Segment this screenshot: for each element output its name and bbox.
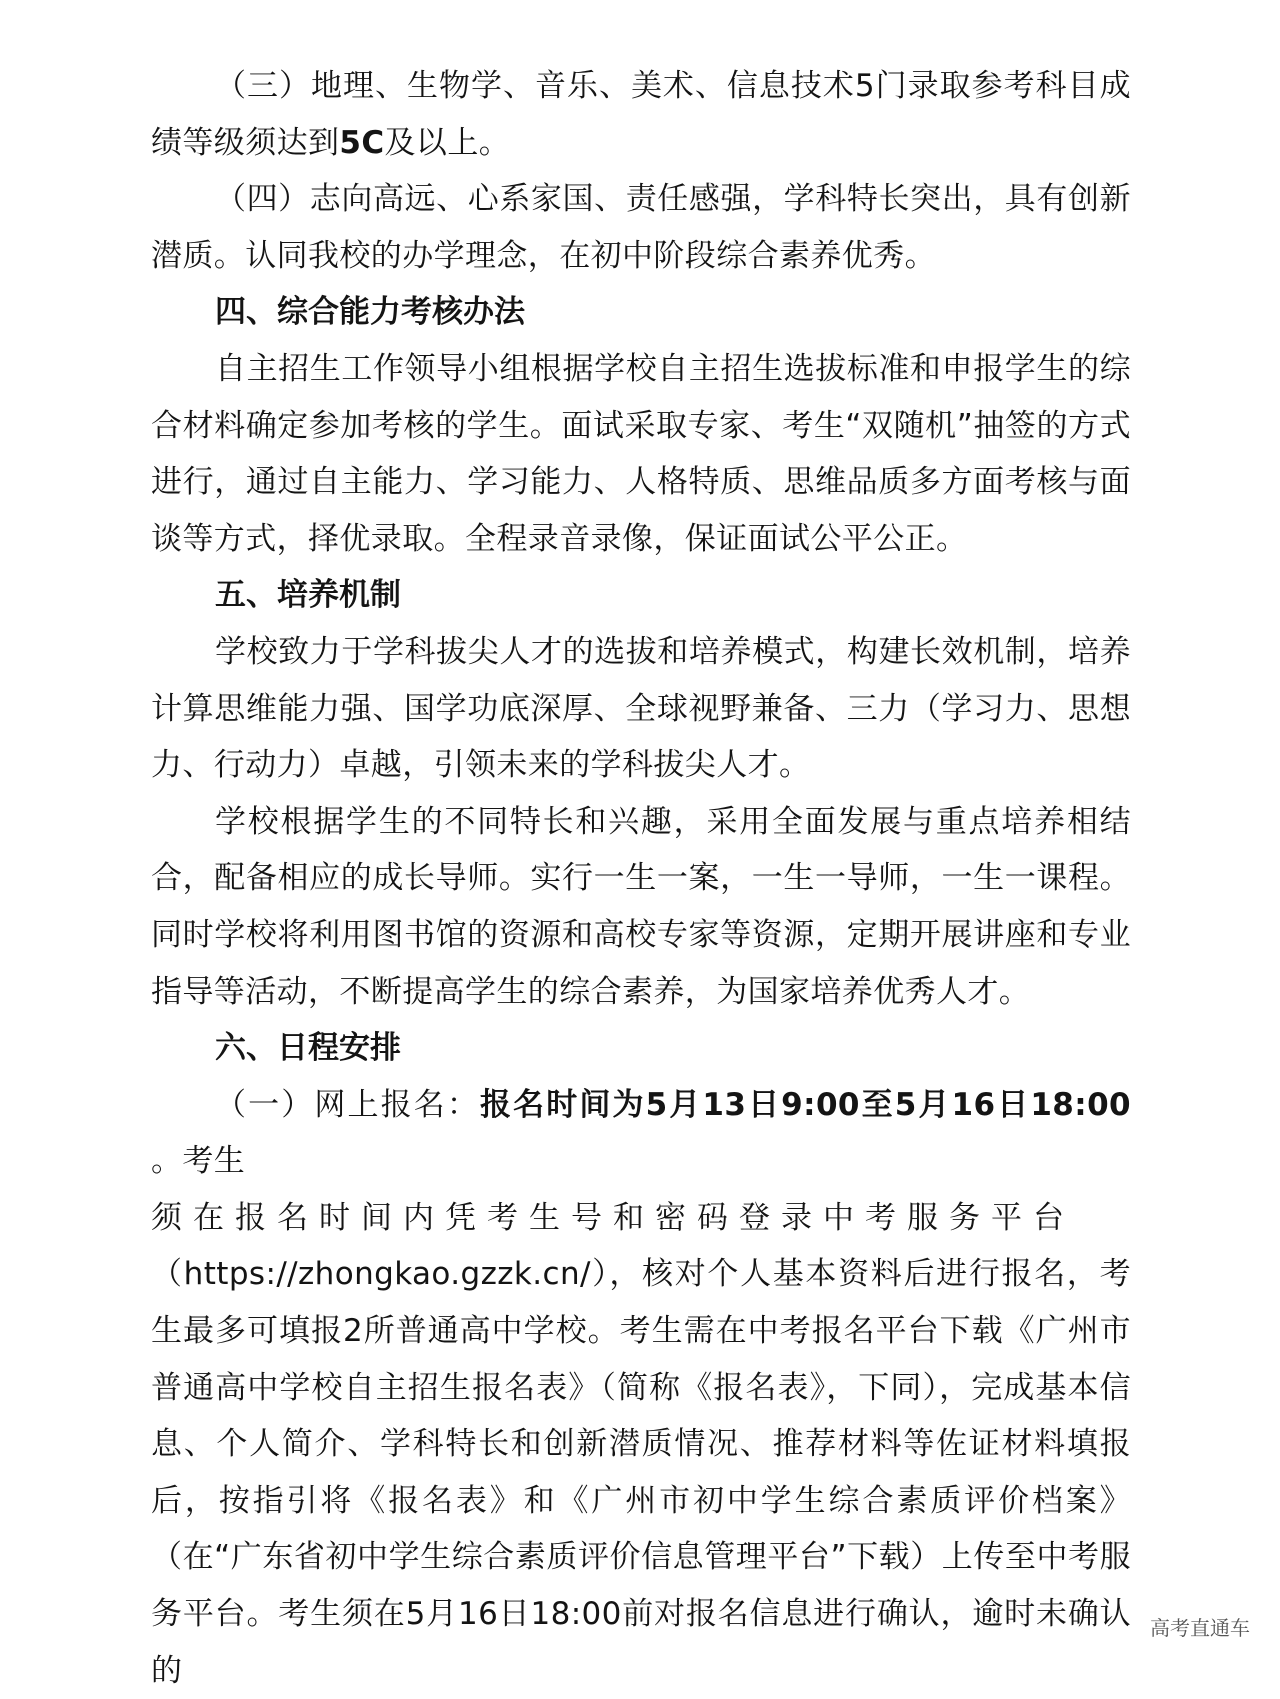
paragraph-text: （https://zhongkao.gzzk.cn/），核对个人基本资料后进行报名，考生最多可填报2所普通高中学校。考生需在中考报名平台下载《广州市普通高中学校自主招生报名表》（简称《报名表》，下同），完成基本信息、个人简介、学科特长和创新潜质情况、推荐材料等佐证材料填报后，按指引将《报名表》和《广州市初中学生综合素质评价档案》（在“广东省初中学生综合素质评价信息管理平台”下载）上传至中考服务平台。考生须在5月16日18:00前对报名信息进行确认，逾时未确认的 [151,1256,1131,1689]
section-heading-4: 四、综合能力考核办法 [215,294,525,331]
paragraph-3-4: （四）志向高远、心系家国、责任感强，学科特长突出，具有创新潜质。认同我校的办学理念，在初中阶段综合素养优秀。 [151,181,1131,274]
paragraph-5-1: 学校致力于学科拔尖人才的选拔和培养模式，构建长效机制，培养计算思维能力强、国学功底深厚、全球视野兼备、三力（学习力、思想力、行动力）卓越，引领未来的学科拔尖人才。 [151,633,1131,784]
paragraph-3-3 [151,58,1131,171]
section-heading-5: 五、培养机制 [215,577,401,614]
paragraph-text: （三）地理、生物学、音乐、美术、信息技术5门录取参考科目成绩等级须达到 [151,68,1131,161]
paragraph-text: 。考生 [151,1143,246,1180]
paragraph-text: 及以上。 [384,124,511,161]
registration-time: 报名时间为5月13日9:00至5月16日18:00 [479,1086,1132,1123]
paragraph-5-2: 学校根据学生的不同特长和兴趣，采用全面发展与重点培养相结合，配备相应的成长导师。实行一生一案，一生一导师，一生一课程。同时学校将利用图书馆的资源和高校专家等资源，定期开展讲座和专业指导等活动，不断提高学生的综合素养，为国家培养优秀人才。 [151,803,1131,1010]
section-heading-6: 六、日程安排 [215,1030,401,1067]
paragraph-4-1: 自主招生工作领导小组根据学校自主招生选拔标准和申报学生的综合材料确定参加考核的学生。面试采取专家、考生“双随机”抽签的方式进行，通过自主能力、学习能力、人格特质、思维品质多方面考核与面谈等方式，择优录取。全程录音录像，保证面试公平公正。 [151,350,1131,557]
paragraph-6-1 [151,1077,1131,1699]
document-page [151,58,1131,1699]
bold-grade: 5C [339,124,385,161]
paragraph-lead: （一）网上报名： [215,1086,480,1123]
watermark: 高考直通车 [1150,1616,1250,1640]
paragraph-text: 须在报名时间内凭考生号和密码登录中考服务平台 [151,1199,1075,1236]
